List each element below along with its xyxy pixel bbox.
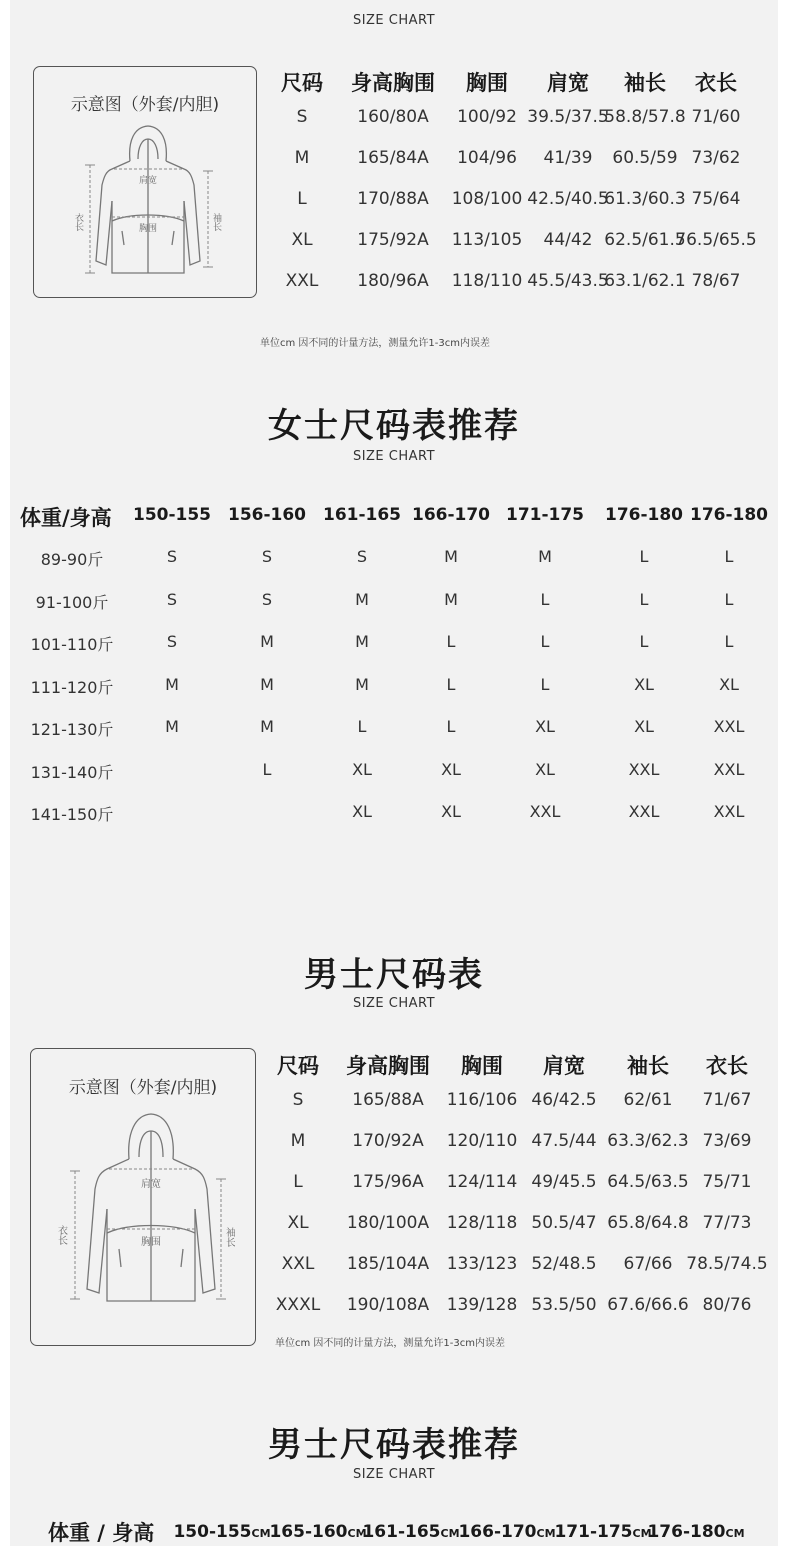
women-rec-size-cell: L — [446, 632, 456, 651]
men-rec-height-unit: CM — [632, 1527, 652, 1540]
men-header-cell: 胸围 — [461, 1054, 503, 1078]
men-table-cell: 139/128 — [446, 1295, 518, 1315]
women-rec-size-cell: XL — [634, 717, 654, 736]
women-rec-size-cell: S — [261, 547, 273, 566]
men-sleeve-label: 袖长 — [223, 1227, 235, 1247]
women-table-cell: 75/64 — [691, 189, 741, 209]
women-table-cell: 58.8/57.8 — [604, 107, 686, 127]
women-rec-weight-label: 91-100斤 — [35, 592, 109, 612]
women-header-cell: 肩宽 — [547, 71, 589, 95]
women-rec-size-cell: M — [444, 547, 458, 566]
women-rec-size-cell: M — [260, 632, 274, 651]
women-table-cell: 175/92A — [357, 230, 429, 250]
men-table-cell: XXL — [281, 1254, 315, 1274]
men-table-cell: 175/96A — [352, 1172, 424, 1192]
men-table-cell: 116/106 — [446, 1090, 518, 1110]
men-table-cell: M — [290, 1131, 306, 1151]
men-table-cell: 190/108A — [346, 1295, 430, 1315]
women-rec-size-cell: XXL — [529, 802, 561, 821]
women-panel — [10, 0, 778, 885]
women-table-cell: 61.3/60.3 — [604, 189, 686, 209]
women-rec-weight-label: 131-140斤 — [30, 762, 114, 782]
women-rec-size-cell: S — [166, 589, 178, 609]
men-shoulder-label: 肩宽 — [141, 1179, 161, 1190]
women-rec-size-cell: M — [260, 717, 274, 736]
men-rec-corner: 体重 / 身高 — [48, 1521, 155, 1545]
women-header-cell: 身高胸围 — [351, 71, 435, 95]
women-rec-size-cell: XXL — [713, 759, 745, 779]
men-table-cell: 75/71 — [702, 1172, 752, 1192]
men-table-cell: 124/114 — [446, 1172, 518, 1192]
women-rec-weight-label: 101-110斤 — [30, 635, 114, 654]
men-chest-label: 胸围 — [141, 1237, 161, 1248]
women-rec-size-cell: L — [639, 547, 649, 566]
men-table-cell: 133/123 — [446, 1254, 518, 1274]
men-table-cell: 128/118 — [446, 1213, 518, 1233]
women-header-cell: 衣长 — [695, 71, 737, 95]
men-table-cell: 46/42.5 — [531, 1090, 597, 1110]
men-diagram-box — [30, 1048, 256, 1346]
women-jacket-icon — [60, 121, 230, 281]
women-rec-size-cell: L — [540, 632, 550, 651]
women-rec-weight-label: 89-90斤 — [40, 550, 104, 569]
women-diagram-caption: 示意图（外套/内胆) — [70, 95, 220, 115]
men-rec-height-unit: CM — [536, 1527, 556, 1540]
women-rec-size-cell: XL — [441, 802, 461, 821]
men-table-cell: L — [293, 1172, 303, 1192]
women-rec-size-cell: XL — [634, 674, 654, 694]
women-length-label: 衣长 — [73, 213, 83, 231]
men-rec-height-value: 165-160 — [269, 1522, 348, 1542]
women-chest-label: 胸围 — [138, 224, 158, 234]
men-table-cell: 65.8/64.8 — [607, 1213, 689, 1233]
women-header-cell: 袖长 — [624, 71, 666, 95]
women-table-cell: 160/80A — [357, 107, 429, 127]
women-table-cell: 62.5/61.5 — [604, 230, 686, 250]
women-rec-size-cell: L — [540, 589, 550, 609]
men-table-cell: 180/100A — [346, 1213, 430, 1233]
men-panel — [10, 885, 778, 1546]
men-table-cell: 71/67 — [702, 1090, 752, 1110]
women-rec-height-header: 166-170 — [411, 505, 491, 525]
men-table-cell: 185/104A — [346, 1254, 430, 1274]
women-table-cell: 118/110 — [451, 271, 523, 291]
women-rec-size-cell: L — [639, 632, 649, 651]
men-table-cell: 67/66 — [623, 1254, 673, 1274]
women-rec-size-cell: XL — [535, 759, 555, 779]
women-table-cell: 41/39 — [543, 148, 593, 168]
women-table-cell: 170/88A — [357, 189, 429, 209]
women-table-cell: 71/60 — [691, 107, 741, 127]
men-table-cell: XXXL — [275, 1295, 321, 1315]
women-rec-size-cell: XL — [719, 674, 739, 694]
men-table-cell: 165/88A — [352, 1090, 424, 1110]
women-table-cell: 113/105 — [451, 230, 523, 250]
men-rec-height-value: 161-165 — [362, 1522, 441, 1542]
women-rec-size-cell: L — [724, 589, 734, 609]
women-diagram-box — [33, 66, 257, 298]
men-length-label: 衣长 — [55, 1225, 67, 1245]
women-table-cell: 165/84A — [357, 148, 429, 168]
women-rec-size-cell: M — [355, 674, 369, 694]
women-rec-size-cell: M — [538, 547, 552, 566]
women-rec-size-cell: M — [165, 674, 179, 694]
men-rec-height-value: 166-170 — [458, 1522, 537, 1542]
women-rec-weight-label: 141-150斤 — [30, 805, 114, 824]
women-rec-weight-label: 121-130斤 — [30, 720, 114, 739]
men-rec-height-value: 150-155 — [173, 1522, 252, 1542]
women-rec-size-cell: XL — [352, 759, 372, 779]
men-rec-height-unit: CM — [251, 1527, 271, 1540]
women-rec-size-cell: L — [446, 717, 456, 736]
men-table-cell: 77/73 — [702, 1213, 752, 1233]
women-rec-size-cell: M — [165, 717, 179, 736]
men-rec-height-unit: CM — [440, 1527, 460, 1540]
men-header-cell: 衣长 — [706, 1054, 748, 1078]
women-table-cell: S — [296, 107, 308, 127]
women-rec-size-cell: M — [355, 632, 369, 651]
women-table-cell: 45.5/43.5 — [527, 271, 609, 291]
men-table-cell: 53.5/50 — [531, 1295, 597, 1315]
women-rec-subtitle: SIZE CHART — [352, 449, 436, 464]
men-table-cell: 62/61 — [623, 1090, 673, 1110]
women-rec-corner-header: 体重/身高 — [20, 506, 112, 530]
men-subtitle: SIZE CHART — [352, 996, 436, 1011]
women-rec-size-cell: XXL — [628, 802, 660, 821]
men-rec-subtitle: SIZE CHART — [352, 1467, 436, 1482]
women-table-cell: 39.5/37.5 — [527, 107, 609, 127]
women-table-cell: 108/100 — [451, 189, 523, 209]
men-table-cell: 52/48.5 — [531, 1254, 597, 1274]
women-rec-size-cell: S — [166, 547, 178, 566]
men-header-cell: 身高胸围 — [346, 1054, 430, 1078]
men-table-cell: 50.5/47 — [531, 1213, 597, 1233]
men-table-cell: 67.6/66.6 — [607, 1295, 689, 1315]
women-table-cell: 78/67 — [691, 271, 741, 291]
men-rec-height-value: 176-180 — [647, 1522, 726, 1542]
women-table-cell: XL — [291, 230, 313, 250]
men-table-cell: 170/92A — [352, 1131, 424, 1151]
women-table-cell: 104/96 — [457, 148, 517, 168]
women-rec-size-cell: L — [724, 632, 734, 651]
men-jacket-icon — [55, 1109, 235, 1309]
men-header-cell: 尺码 — [277, 1054, 319, 1078]
women-table-cell: 100/92 — [457, 107, 517, 127]
men-rec-title: 男士尺码表推荐 — [268, 1425, 520, 1465]
women-rec-height-header: 150-155 — [132, 505, 212, 525]
women-rec-size-cell: XXL — [628, 759, 660, 779]
women-table-cell: XXL — [285, 271, 319, 291]
women-rec-weight-label: 111-120斤 — [30, 677, 114, 697]
men-header-cell: 肩宽 — [543, 1054, 585, 1078]
men-diagram-caption: 示意图（外套/内胆) — [68, 1078, 218, 1098]
women-rec-height-header: 161-165 — [322, 505, 402, 525]
women-measure-note: 单位cm 因不同的计量方法，测量允许1-3cm内误差 — [260, 338, 490, 349]
women-rec-size-cell: M — [444, 589, 458, 609]
women-table-cell: 63.1/62.1 — [604, 271, 686, 291]
women-rec-size-cell: L — [724, 547, 734, 566]
women-table-cell: 60.5/59 — [612, 148, 678, 168]
women-rec-size-cell: L — [540, 674, 550, 694]
women-header-cell: 胸围 — [466, 71, 508, 95]
men-table-cell: S — [292, 1090, 304, 1110]
men-table-cell: 64.5/63.5 — [607, 1172, 689, 1192]
women-rec-height-header: 176-180 — [689, 505, 769, 525]
men-title: 男士尺码表 — [304, 955, 484, 995]
women-rec-size-cell: XXL — [713, 802, 745, 821]
men-table-cell: 80/76 — [702, 1295, 752, 1315]
women-rec-size-cell: XL — [535, 717, 555, 736]
women-size-chart-subtitle: SIZE CHART — [352, 13, 436, 28]
women-table-cell: 180/96A — [357, 271, 429, 291]
men-rec-height-unit: CM — [347, 1527, 367, 1540]
women-table-cell: L — [297, 189, 307, 209]
men-table-cell: 78.5/74.5 — [686, 1254, 768, 1274]
men-table-cell: 120/110 — [446, 1131, 518, 1151]
women-rec-height-header: 156-160 — [227, 505, 307, 525]
women-table-cell: 42.5/40.5 — [527, 189, 609, 209]
men-table-cell: XL — [287, 1213, 309, 1233]
men-rec-height-value: 171-175 — [554, 1522, 633, 1542]
women-sleeve-label: 袖长 — [211, 213, 221, 231]
women-header-cell: 尺码 — [281, 71, 323, 95]
women-rec-title: 女士尺码表推荐 — [268, 406, 520, 446]
women-rec-size-cell: XXL — [713, 717, 745, 736]
women-rec-size-cell: L — [446, 674, 456, 694]
women-rec-size-cell: L — [639, 589, 649, 609]
women-rec-height-header: 176-180 — [604, 505, 684, 525]
men-measure-note: 单位cm 因不同的计量方法，测量允许1-3cm内误差 — [275, 1338, 505, 1349]
men-table-cell: 47.5/44 — [531, 1131, 597, 1151]
men-header-cell: 袖长 — [627, 1054, 669, 1078]
women-rec-size-cell: S — [356, 547, 368, 566]
women-table-cell: 76.5/65.5 — [675, 230, 757, 250]
men-table-cell: 49/45.5 — [531, 1172, 597, 1192]
men-table-cell: 63.3/62.3 — [607, 1131, 689, 1151]
men-rec-height-unit: CM — [725, 1527, 745, 1540]
women-rec-size-cell: L — [262, 759, 272, 779]
women-rec-size-cell: S — [261, 589, 273, 609]
women-rec-size-cell: M — [260, 674, 274, 694]
women-table-cell: M — [294, 148, 310, 168]
men-rec-height-header — [636, 1522, 756, 1542]
women-rec-size-cell: L — [357, 717, 367, 736]
women-shoulder-label: 肩宽 — [138, 176, 158, 186]
women-rec-height-header: 171-175 — [505, 505, 585, 525]
women-rec-size-cell: XL — [352, 802, 372, 821]
women-rec-size-cell: S — [166, 632, 178, 651]
women-rec-size-cell: XL — [441, 759, 461, 779]
women-table-cell: 44/42 — [543, 230, 593, 250]
women-rec-size-cell: M — [355, 589, 369, 609]
men-table-cell: 73/69 — [702, 1131, 752, 1151]
women-table-cell: 73/62 — [691, 148, 741, 168]
